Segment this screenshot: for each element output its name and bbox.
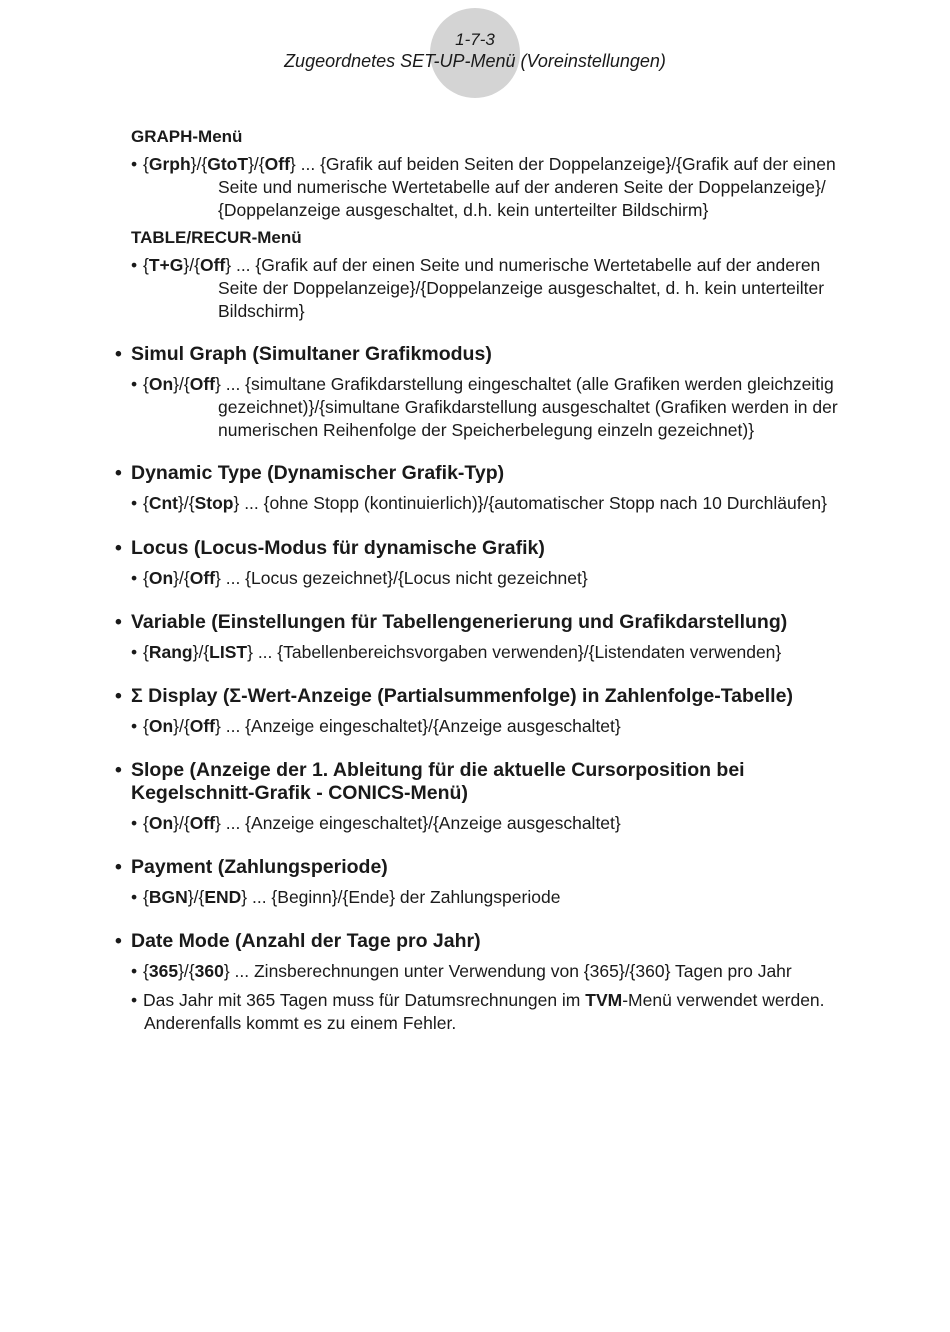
table-menu-line-3: Bildschirm} [218,301,305,321]
bullet: • [131,255,138,275]
date-mode-line-1: {365}/{360} ... Zinsberechnungen unter Verwendung von {365}/{360} Tagen pro Jahr [143,961,792,981]
bullet: • [131,887,138,907]
simul-line-2: gezeichnet)}/{simultane Grafikdarstellung ausgeschaltet (Grafiken werden in der [218,397,838,417]
bullet: • [131,568,138,588]
bullet: • [131,961,138,981]
bullet: • [115,856,122,878]
bullet: • [115,759,122,781]
date-mode-heading: • Date Mode (Anzahl der Tage pro Jahr) [115,930,481,952]
bullet: • [115,462,122,484]
bullet: • [131,154,138,174]
payment-item [131,886,866,909]
locus-item [131,567,866,590]
simul-graph-item [131,373,866,442]
variable-item [131,641,866,664]
payment-line-1: {BGN}/{END} ... {Beginn}/{Ende} der Zahlungsperiode [143,887,561,907]
bullet: • [115,343,122,365]
simul-line-3: numerischen Reihenfolge der Speicherbelegung einzeln gezeichnet)} [218,420,755,440]
simul-line-1: {On}/{Off} ... {simultane Grafikdarstellung eingeschaltet (alle Grafiken werden gleichzeitig [143,374,834,394]
slope-heading: • Slope (Anzeige der 1. Ableitung für die aktuelle Cursorposition bei Kegelschnitt-Grafik - CONICS-Menü) [115,759,745,804]
payment-heading: • Payment (Zahlungsperiode) [115,856,388,878]
date-mode-note [131,989,866,1035]
simul-graph-heading: • Simul Graph (Simultaner Grafikmodus) [115,343,492,365]
variable-heading: • Variable (Einstellungen für Tabellengenerierung und Grafikdarstellung) [115,611,788,633]
bullet: • [115,685,122,707]
graph-menu-heading: GRAPH-Menü [131,127,243,146]
sigma-display-item [131,715,866,738]
bullet: • [131,990,138,1010]
dynamic-type-heading: • Dynamic Type (Dynamischer Grafik-Typ) [115,462,505,484]
table-menu-line-2: Seite der Doppelanzeige}/{Doppelanzeige ausgeschaltet, d. h. kein unterteilter [218,278,825,298]
table-menu-item [131,254,866,323]
bullet: • [115,611,122,633]
graph-menu-item [131,153,866,222]
graph-menu-line-1: {Grph}/{GtoT}/{Off} ... {Grafik auf beiden Seiten der Doppelanzeige}/{Grafik auf der einen [143,154,836,174]
table-menu-heading: TABLE/RECUR-Menü [131,228,302,247]
bullet: • [115,537,122,559]
page-number: 1-7-3 [455,30,495,49]
table-menu-line-1: {T+G}/{Off} ... {Grafik auf der einen Seite und numerische Wertetabelle auf der anderen [143,255,821,275]
page-title: Zugeordnetes SET-UP-Menü (Voreinstellungen) [284,51,666,71]
locus-line-1: {On}/{Off} ... {Locus gezeichnet}/{Locus nicht gezeichnet} [143,568,588,588]
bullet: • [131,493,138,513]
dynamic-type-item [131,492,866,515]
sigma-display-heading: • Σ Display (Σ-Wert-Anzeige (Partialsummenfolge) in Zahlenfolge-Tabelle) [115,685,793,707]
bullet: • [131,642,138,662]
date-mode-note-line-1: Das Jahr mit 365 Tagen muss für Datumsrechnungen im TVM-Menü verwendet werden. [143,990,825,1010]
sigma-line-1: {On}/{Off} ... {Anzeige eingeschaltet}/{Anzeige ausgeschaltet} [143,716,621,736]
bullet: • [131,716,138,736]
graph-menu-line-3: {Doppelanzeige ausgeschaltet, d.h. kein unterteilter Bildschirm} [218,200,709,220]
variable-line-1: {Rang}/{LIST} ... {Tabellenbereichsvorgaben verwenden}/{Listendaten verwenden} [143,642,782,662]
bullet: • [131,374,138,394]
date-mode-note-line-2: Anderenfalls kommt es zu einem Fehler. [144,1013,457,1033]
slope-item [131,812,866,835]
bullet: • [131,813,138,833]
graph-menu-line-2: Seite und numerische Wertetabelle auf der anderen Seite der Doppelanzeige}/ [218,177,826,197]
bullet: • [115,930,122,952]
date-mode-item [131,960,866,983]
locus-heading: • Locus (Locus-Modus für dynamische Grafik) [115,537,545,559]
dynamic-line-1: {Cnt}/{Stop} ... {ohne Stopp (kontinuierlich)}/{automatischer Stopp nach 10 Durchläufen} [143,493,827,513]
slope-line-1: {On}/{Off} ... {Anzeige eingeschaltet}/{Anzeige ausgeschaltet} [143,813,621,833]
